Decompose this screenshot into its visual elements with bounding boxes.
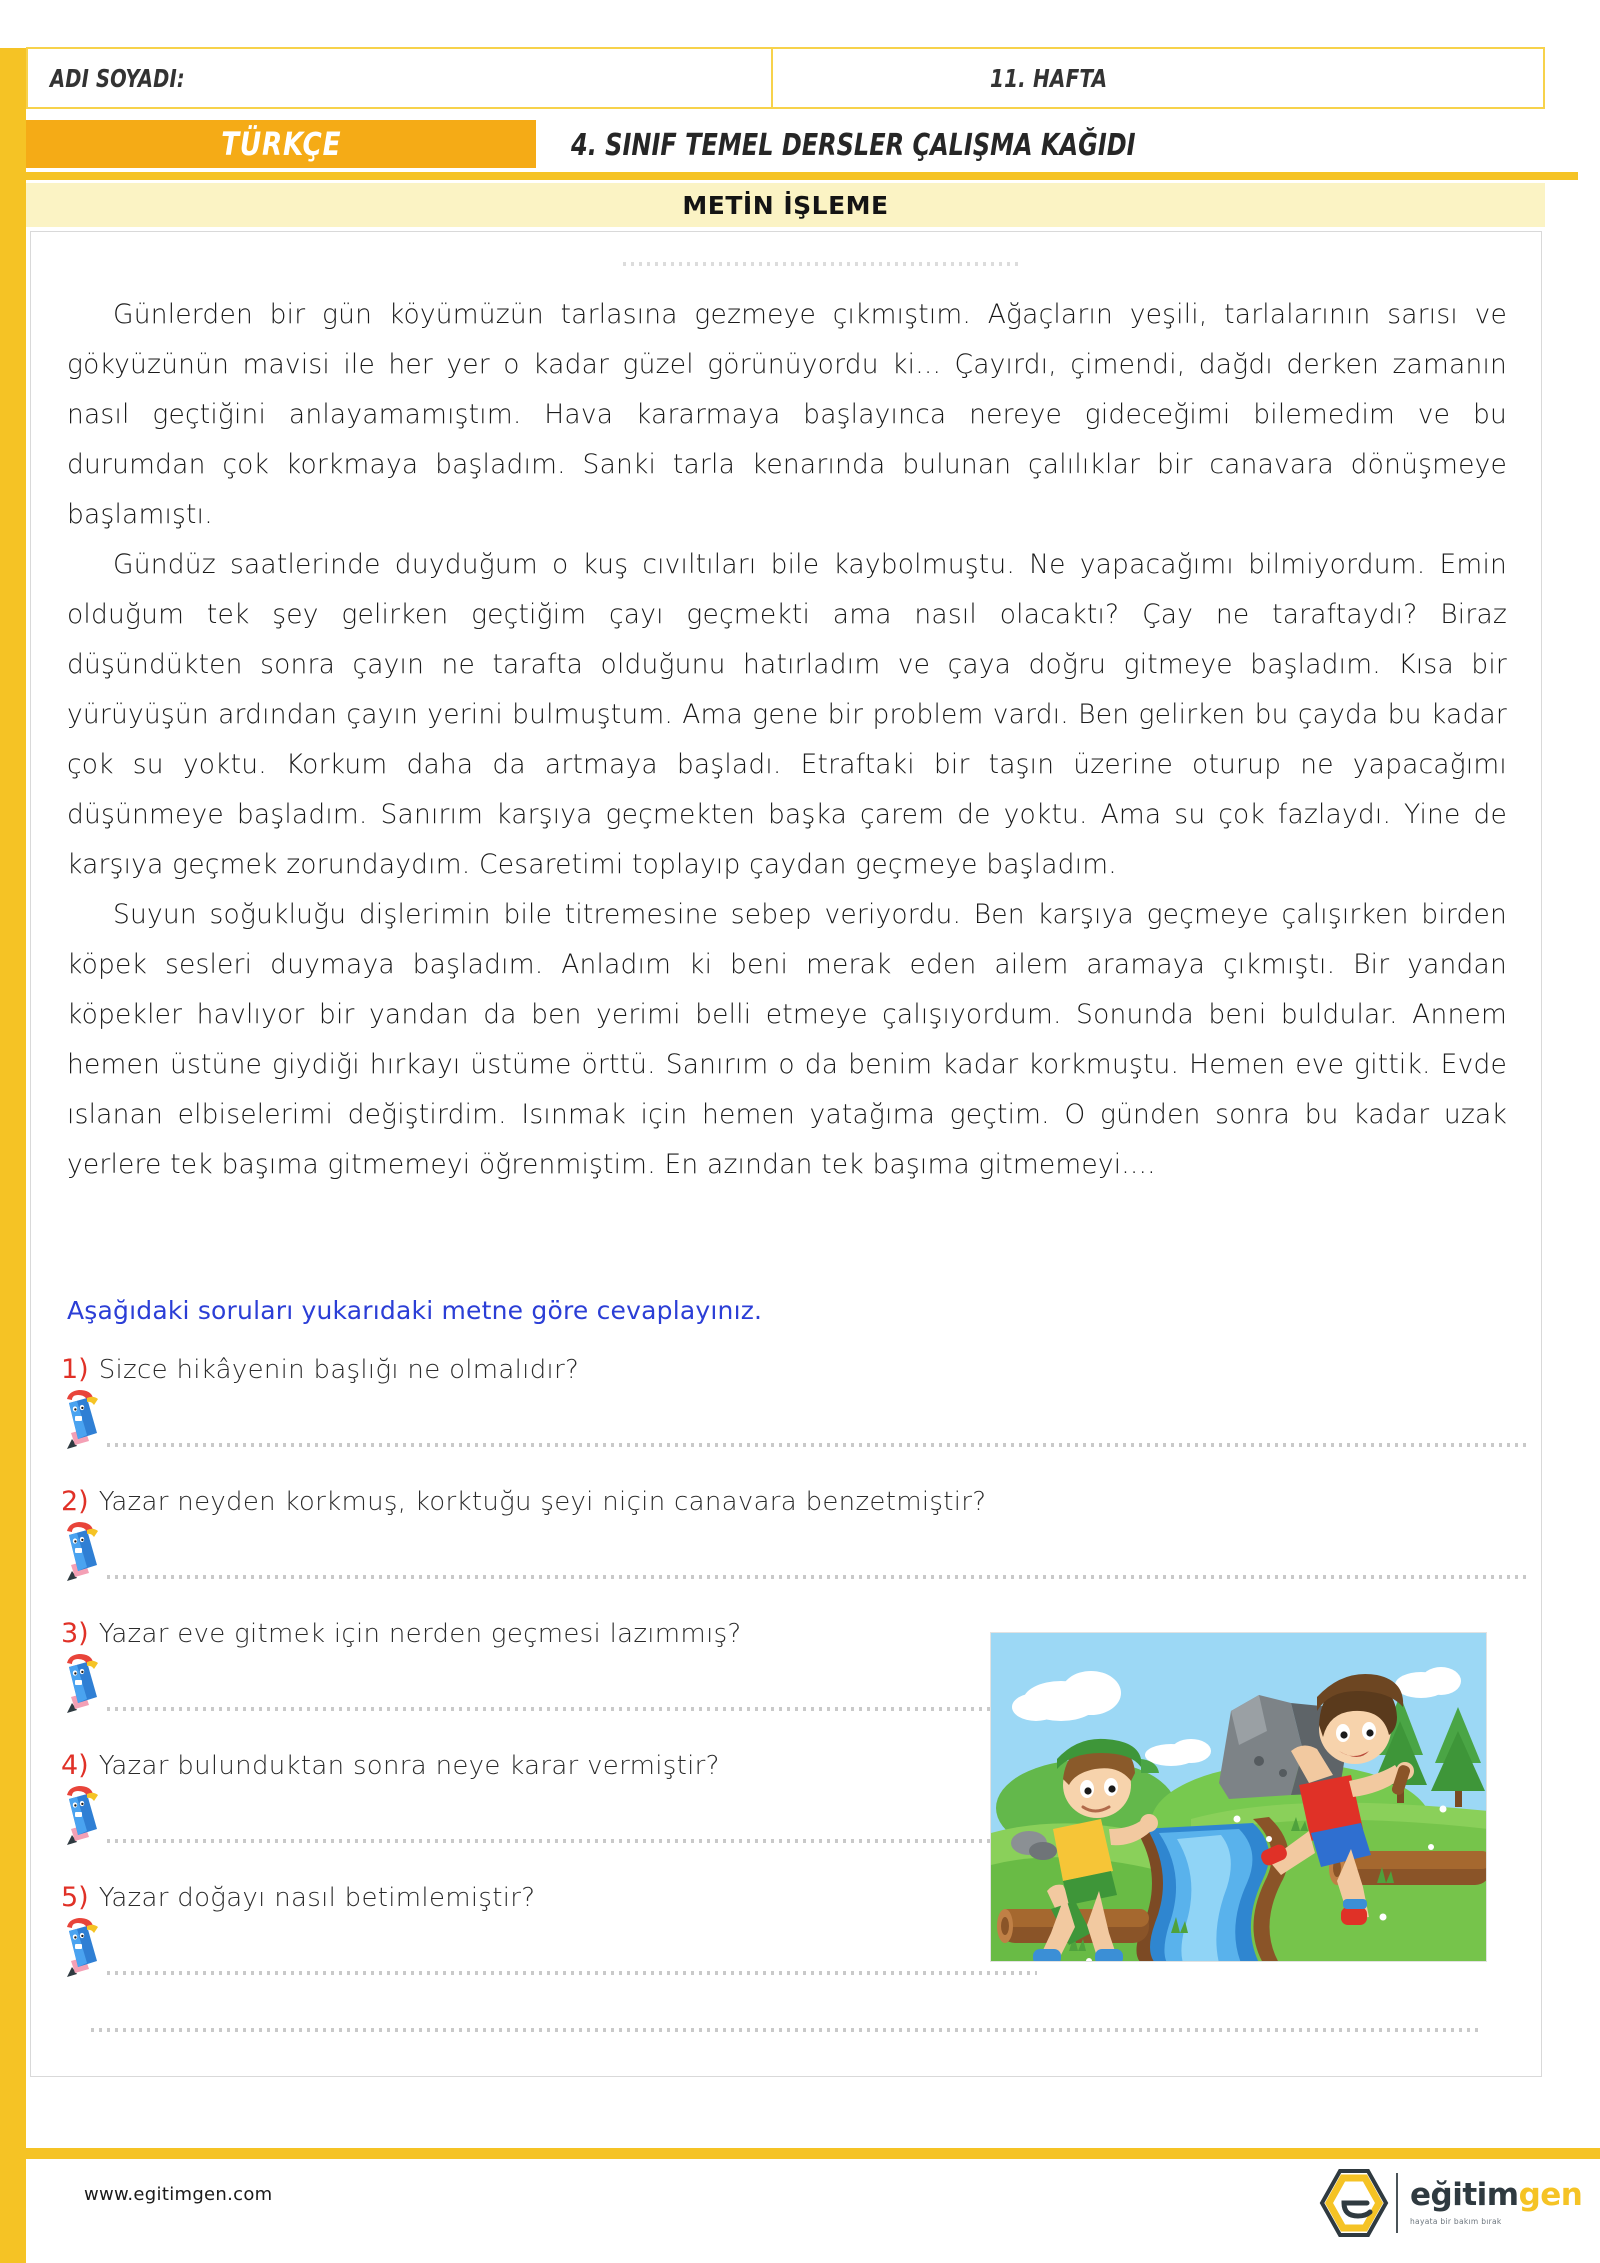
answer-dotted-line[interactable] bbox=[107, 1707, 1037, 1711]
answer-dotted-line[interactable] bbox=[107, 1443, 1529, 1447]
logo-text-egitim: eğitim bbox=[1410, 2177, 1519, 2213]
yellow-divider-rule bbox=[26, 172, 1578, 180]
question-text: Yazar eve gitmek için nerden geçmesi lazımmış? bbox=[98, 1619, 742, 1649]
logo-text-gen: gen bbox=[1518, 2177, 1583, 2213]
subject-chip bbox=[26, 120, 536, 168]
questions-instruction: Aşağıdaki soruları yukarıdaki metne göre cevaplayınız. bbox=[67, 1296, 763, 1325]
story-illustration bbox=[990, 1632, 1487, 1962]
reading-paragraph: Gündüz saatlerinde duyduğum o kuş cıvıltıları bile kaybolmuştu. Ne yapacağımı bilmiyordum. Emin olduğum tek şey gelirken geçtiğim çayı geçmekti ama nasıl olacaktı? Çay ne taraftaydı? Biraz düşündükten sonra çayın ne tarafta olduğunu hatırladım ve çaya doğru gitmeye başladım. Kısa bir yürüyüşün ardından çayın yerini bulmuştum. Ama gene bir problem vardı. Ben gelirken bu çayda bu kadar çok su yoktu. Korkum daha da artmaya başladı. Etraftaki bir taşın üzerine oturup ne yapacağımı düşünmeye başladım. Sanırım karşıya geçmekten başka çarem de yoktu. Ama su çok fazlaydı. Yine de karşıya geçmek zorundaydım. Cesaretimi toplayıp çaydan geçmeye başladım. bbox=[67, 549, 1507, 880]
question-number: 3) bbox=[61, 1618, 89, 1649]
answer-row[interactable] bbox=[61, 1385, 1511, 1449]
week-label: 11. HAFTA bbox=[989, 63, 1107, 93]
logo-wordmark bbox=[1410, 2177, 1583, 2226]
student-info-row bbox=[26, 47, 1545, 109]
question-text: Sizce hikâyenin başlığı ne olmalıdır? bbox=[98, 1355, 580, 1385]
question-text: Yazar bulunduktan sonra neye karar vermiştir? bbox=[98, 1751, 720, 1781]
logo-tagline: hayata bir bakım bırak bbox=[1410, 2217, 1502, 2226]
answer-dotted-line-final[interactable] bbox=[91, 2028, 1481, 2032]
answer-dotted-line[interactable] bbox=[107, 1839, 1037, 1843]
question-number: 2) bbox=[61, 1486, 89, 1517]
reading-paragraph: Günlerden bir gün köyümüzün tarlasına gezmeye çıkmıştım. Ağaçların yeşili, tarlalarının sarısı ve gökyüzünün mavisi ile her yer o kadar güzel görünüyordu ki... Çayırdı, çimendi, dağdı derken zamanın nasıl geçtiğini anlayamamıştım. Hava kararmaya başlayınca nereye gideceğimi bilemedim ve bu durumdan çok korkmaya başladım. Sanki tarla kenarında bulunan çalılıklar bir canavara dönüşmeye başlamıştı. bbox=[67, 299, 1507, 530]
question-text: Yazar neyden korkmuş, korktuğu şeyi niçin canavara benzetmiştir? bbox=[98, 1487, 987, 1517]
question-block-1 bbox=[61, 1354, 1511, 1449]
answer-dotted-line[interactable] bbox=[107, 1971, 1037, 1975]
footer-url[interactable]: www.egitimgen.com bbox=[84, 2184, 273, 2205]
subject-bar bbox=[26, 120, 1545, 168]
pencil-mascot-icon bbox=[63, 1389, 107, 1451]
subject-label: TÜRKÇE bbox=[220, 125, 342, 163]
question-line bbox=[61, 1486, 1511, 1517]
logo-separator bbox=[1396, 2173, 1398, 2233]
question-number: 5) bbox=[61, 1882, 89, 1913]
question-text: Yazar doğayı nasıl betimlemiştir? bbox=[98, 1883, 536, 1913]
reading-text bbox=[67, 290, 1507, 1190]
week-cell bbox=[773, 49, 1543, 107]
answer-dotted-line[interactable] bbox=[107, 1575, 1529, 1579]
pencil-mascot-icon bbox=[63, 1785, 107, 1847]
question-number: 1) bbox=[61, 1354, 89, 1385]
question-block-2 bbox=[61, 1486, 1511, 1581]
hexagon-e-logo-icon bbox=[1318, 2167, 1390, 2239]
worksheet-title-label: 4. SINIF TEMEL DERSLER ÇALIŞMA KAĞIDI bbox=[571, 127, 1136, 163]
section-banner bbox=[26, 183, 1545, 227]
pencil-mascot-icon bbox=[63, 1917, 107, 1979]
brand-logo bbox=[1318, 2164, 1583, 2242]
footer-yellow-rule bbox=[0, 2148, 1600, 2159]
illustration-svg bbox=[991, 1633, 1487, 1962]
dotted-decoration bbox=[623, 262, 1023, 266]
name-field-cell[interactable] bbox=[28, 49, 773, 107]
pencil-mascot-icon bbox=[63, 1653, 107, 1715]
section-title: METİN İŞLEME bbox=[682, 190, 889, 220]
reading-paragraph: Suyun soğukluğu dişlerimin bile titremesine sebep veriyordu. Ben karşıya geçmeye çalışırken birden köpek sesleri duymaya başladım. Anladım ki beni merak eden ailem aramaya çıkmıştı. Bir yandan köpekler havlıyor bir yandan da ben yerimi belli etmeye çalışıyordum. Sonunda beni buldular. Annem hemen üstüne giydiği hırkayı üstüme örttü. Sanırım o da benim kadar korkmuştu. Hemen eve gittik. Evde ıslanan elbiselerimi değiştirdim. Isınmak için hemen yatağıma geçtim. O günden sonra bu kadar uzak yerlere tek başıma gitmemeyi öğrenmiştim. En azından tek başıma gitmemeyi.... bbox=[67, 899, 1507, 1180]
question-number: 4) bbox=[61, 1750, 89, 1781]
name-label: ADI SOYADI: bbox=[50, 63, 185, 93]
answer-row[interactable] bbox=[61, 1517, 1511, 1581]
pencil-mascot-icon bbox=[63, 1521, 107, 1583]
question-line bbox=[61, 1354, 1511, 1385]
worksheet-title bbox=[571, 122, 1277, 168]
logo-main-row bbox=[1410, 2177, 1583, 2213]
left-yellow-spine bbox=[0, 0, 26, 2263]
spine-top-notch bbox=[0, 0, 26, 48]
